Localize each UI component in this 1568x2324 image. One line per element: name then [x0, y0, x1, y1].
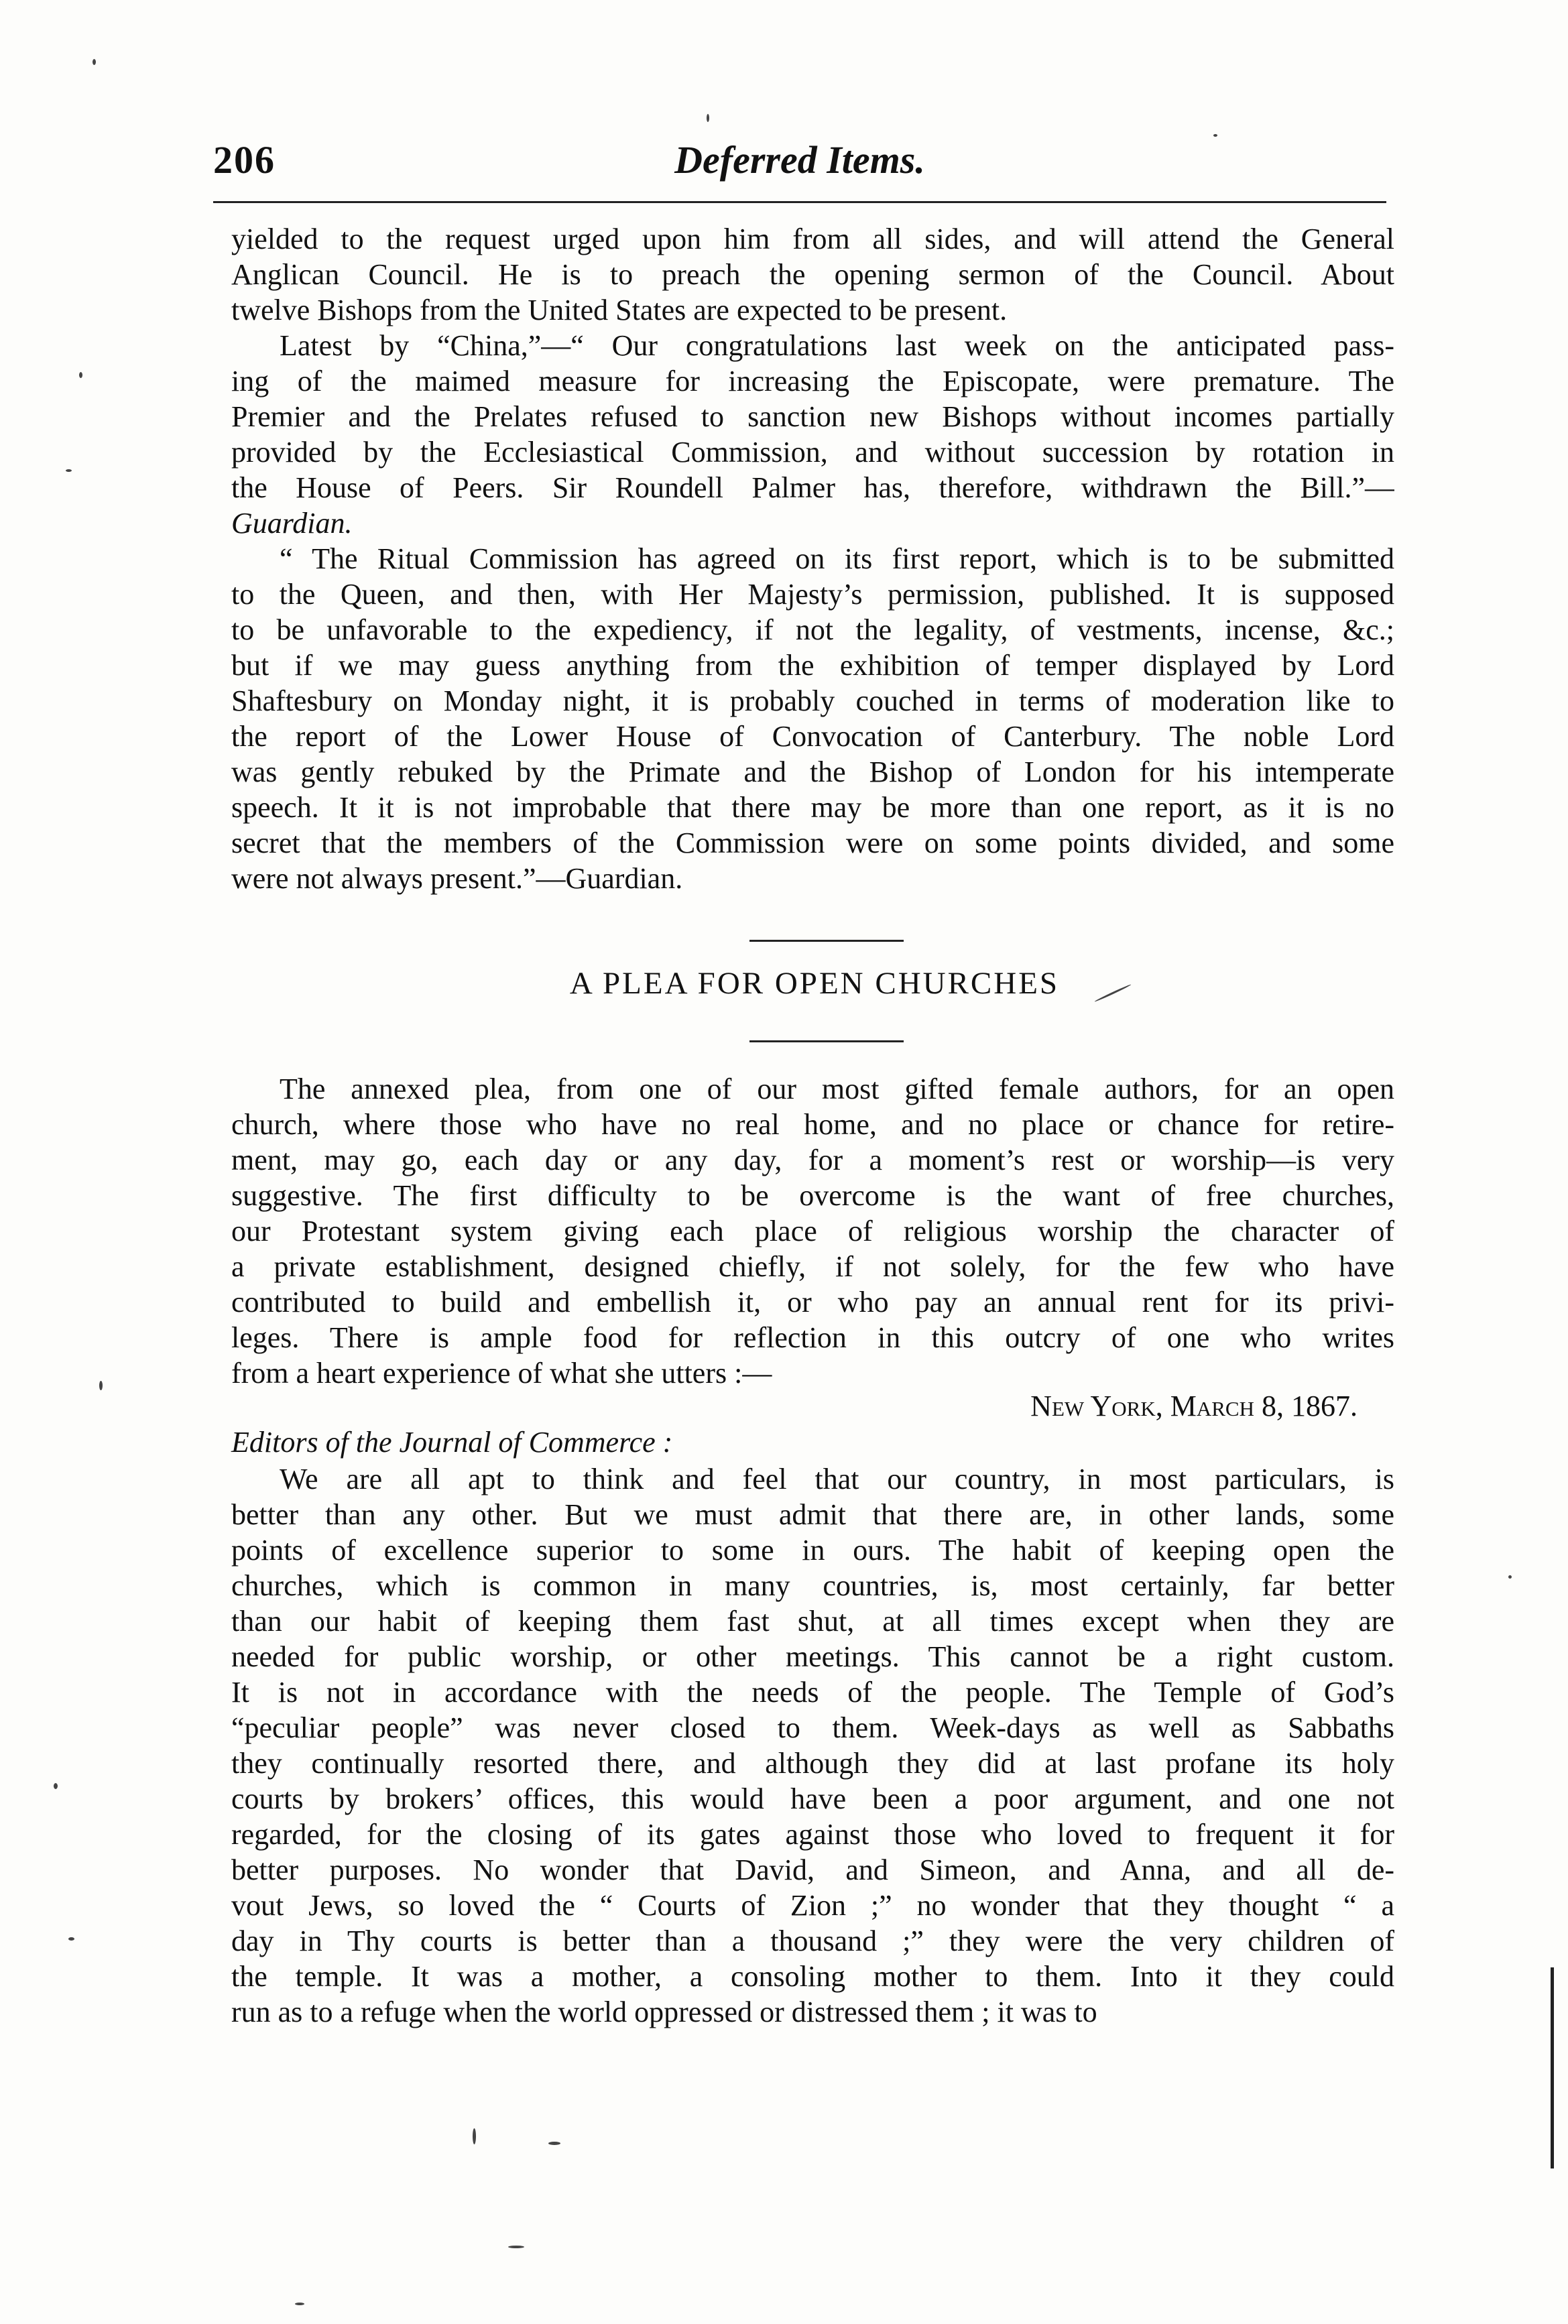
text-line: better purposes. No wonder that David, and Simeon, and Anna, and all de-	[231, 1853, 1394, 1886]
ritual-commission-paragraph	[231, 541, 1394, 896]
source-citation: Guardian.	[231, 507, 353, 540]
text-line: twelve Bishops from the United States are expected to be present.	[231, 294, 1008, 326]
text-line: regarded, for the closing of its gates against those who loved to frequent it for	[231, 1818, 1394, 1851]
scan-speck	[93, 59, 96, 65]
scan-speck	[1508, 1575, 1512, 1579]
scan-speck	[79, 372, 82, 378]
dateline: New York, March 8, 1867.	[1030, 1390, 1358, 1422]
latest-by-china-paragraph	[231, 328, 1394, 541]
salutation: Editors of the Journal of Commerce :	[231, 1426, 673, 1459]
running-title: Deferred Items.	[674, 138, 925, 182]
text-line: from a heart experience of what she utters :—	[231, 1357, 772, 1390]
text-line: contributed to build and embellish it, or who pay an annual rent for its privi-	[231, 1286, 1394, 1319]
text-line: the report of the Lower House of Convocation of Canterbury. The noble Lord	[231, 720, 1394, 753]
text-line: ment, may go, each day or any day, for a moment’s rest or worship—is very	[231, 1144, 1394, 1176]
text-line: “peculiar people” was never closed to them. Week-days as well as Sabbaths	[231, 1711, 1394, 1744]
scan-speck	[68, 1937, 74, 1941]
text-line: points of excellence superior to some in ours. The habit of keeping open the	[231, 1534, 1394, 1567]
scan-speck	[1213, 134, 1217, 137]
text-line: Anglican Council. He is to preach the opening sermon of the Council. About	[231, 258, 1394, 291]
text-line: leges. There is ample food for reflection in this outcry of one who writes	[231, 1321, 1394, 1354]
text-line: church, where those who have no real home, and no place or chance for retire-	[231, 1108, 1394, 1141]
text-line: courts by brokers’ offices, this would have been a poor argument, and one not	[231, 1782, 1394, 1815]
scan-speck	[295, 2303, 304, 2305]
text-line: the temple. It was a mother, a consoling mother to them. Into it they could	[231, 1960, 1394, 1993]
text-line: run as to a refuge when the world oppressed or distressed them ; it was to	[231, 1996, 1097, 2028]
scan-speck	[473, 2128, 476, 2144]
section-rule-top	[749, 940, 904, 942]
text-line: a private establishment, designed chiefly, if not solely, for the few who have	[231, 1250, 1394, 1283]
text-line: but if we may guess anything from the exhibition of temper displayed by Lord	[231, 649, 1394, 682]
section-title: A PLEA FOR OPEN CHURCHES	[569, 966, 1060, 1001]
text-line: We are all apt to think and feel that our country, in most particulars, is	[280, 1463, 1394, 1495]
text-line: speech. It it is not improbable that there may be more than one report, as it is no	[231, 791, 1394, 824]
text-line: Shaftesbury on Monday night, it is probably couched in terms of moderation like to	[231, 684, 1394, 717]
deferred-items-paragraph	[231, 221, 1394, 328]
text-line: day in Thy courts is better than a thousand ;” they were the very children of	[231, 1924, 1394, 1957]
scan-speck	[508, 2246, 524, 2248]
text-line: were not always present.”—Guardian.	[231, 862, 683, 895]
text-line: ing of the maimed measure for increasing the Episcopate, were premature. The	[231, 365, 1394, 397]
scan-speck	[99, 1381, 103, 1390]
scan-margin-mark	[1551, 1967, 1554, 2168]
page-number: 206	[213, 138, 276, 182]
text-line: “ The Ritual Commission has agreed on its first report, which is to be submitted	[280, 542, 1394, 575]
letter-body	[231, 1461, 1394, 2030]
text-line: yielded to the request urged upon him from all sides, and will attend the General	[231, 223, 1394, 255]
scan-speck	[54, 1783, 58, 1789]
text-line: to the Queen, and then, with Her Majesty’s permission, published. It is supposed	[231, 578, 1394, 611]
text-line: It is not in accordance with the needs of the people. The Temple of God’s	[231, 1676, 1394, 1709]
section-rule-bottom	[749, 1040, 904, 1042]
text-line: to be unfavorable to the expediency, if not the legality, of vestments, incense, &c.;	[231, 613, 1394, 646]
scan-speck	[707, 114, 709, 122]
text-line: better than any other. But we must admit that there are, in other lands, some	[231, 1498, 1394, 1531]
text-line: vout Jews, so loved the “ Courts of Zion ;” no wonder that they thought “ a	[231, 1889, 1394, 1922]
text-line: than our habit of keeping them fast shut, at all times except when they are	[231, 1605, 1394, 1638]
text-line: Latest by “China,”—“ Our congratulations last week on the anticipated pass-	[280, 329, 1394, 362]
text-line: our Protestant system giving each place of religious worship the character of	[231, 1215, 1394, 1247]
text-line: Premier and the Prelates refused to sanction new Bishops without incomes partially	[231, 400, 1394, 433]
text-line: the House of Peers. Sir Roundell Palmer has, therefore, withdrawn the Bill.”—	[231, 471, 1394, 504]
scan-speck	[66, 469, 72, 472]
scan-speck	[548, 2142, 560, 2145]
text-line: secret that the members of the Commission were on some points divided, and some	[231, 827, 1394, 859]
text-line: The annexed plea, from one of our most gifted female authors, for an open	[280, 1073, 1394, 1105]
page-header	[213, 137, 1386, 191]
intro-paragraph	[231, 1071, 1394, 1391]
text-line: was gently rebuked by the Primate and the Bishop of London for his intemperate	[231, 755, 1394, 788]
text-line: provided by the Ecclesiastical Commission, and without succession by rotation in	[231, 436, 1394, 469]
text-line: suggestive. The first difficulty to be overcome is the want of free churches,	[231, 1179, 1394, 1212]
text-line: they continually resorted there, and although they did at last profane its holy	[231, 1747, 1394, 1780]
text-line: churches, which is common in many countries, is, most certainly, far better	[231, 1569, 1394, 1602]
header-rule	[213, 201, 1386, 203]
text-line: needed for public worship, or other meetings. This cannot be a right custom.	[231, 1640, 1394, 1673]
